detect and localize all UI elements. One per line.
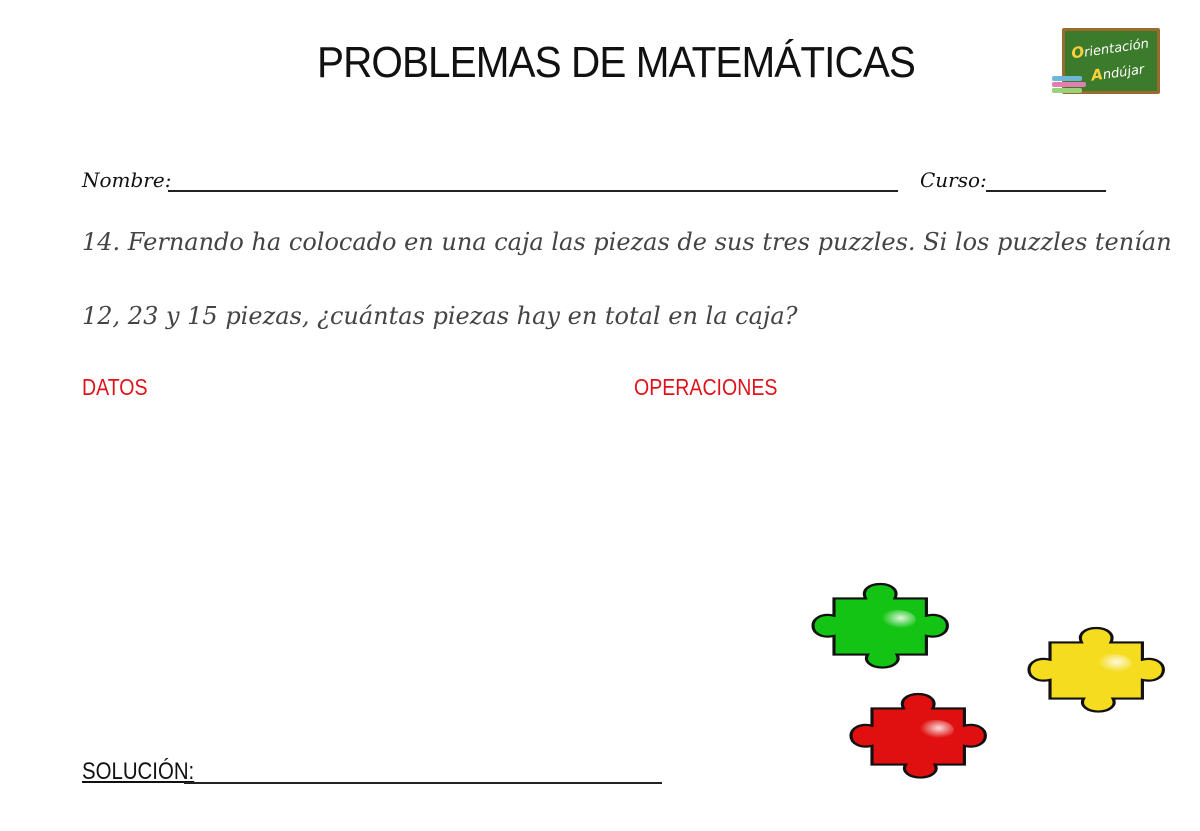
course-field[interactable]: [986, 190, 1106, 192]
puzzle-illustration: [800, 570, 1180, 800]
course-label: Curso:: [920, 168, 987, 192]
problem-text-line-1: 14. Fernando ha colocado en una caja las piezas de sus tres puzzles. Si los puzzles tenían: [82, 228, 1172, 256]
books-icon: [1052, 76, 1086, 94]
problem-text-line-2: 12, 23 y 15 piezas, ¿cuántas piezas hay en total en la caja?: [82, 302, 798, 330]
solution-field[interactable]: [184, 782, 662, 784]
name-field[interactable]: [168, 190, 898, 192]
page-title: PROBLEMAS DE MATEMÁTICAS: [317, 38, 915, 87]
name-label: Nombre:: [82, 168, 172, 192]
data-section-label: DATOS: [82, 374, 148, 400]
red-puzzle-piece-icon: [851, 694, 985, 778]
green-puzzle-piece-icon: [813, 584, 947, 668]
chalkboard-icon: Orientación Andújar: [1062, 28, 1160, 94]
operations-section-label: OPERACIONES: [634, 374, 778, 400]
solution-label: SOLUCIÓN:: [82, 758, 195, 785]
orientacion-andujar-logo: [1052, 26, 1164, 100]
yellow-puzzle-piece-icon: [1029, 628, 1163, 712]
